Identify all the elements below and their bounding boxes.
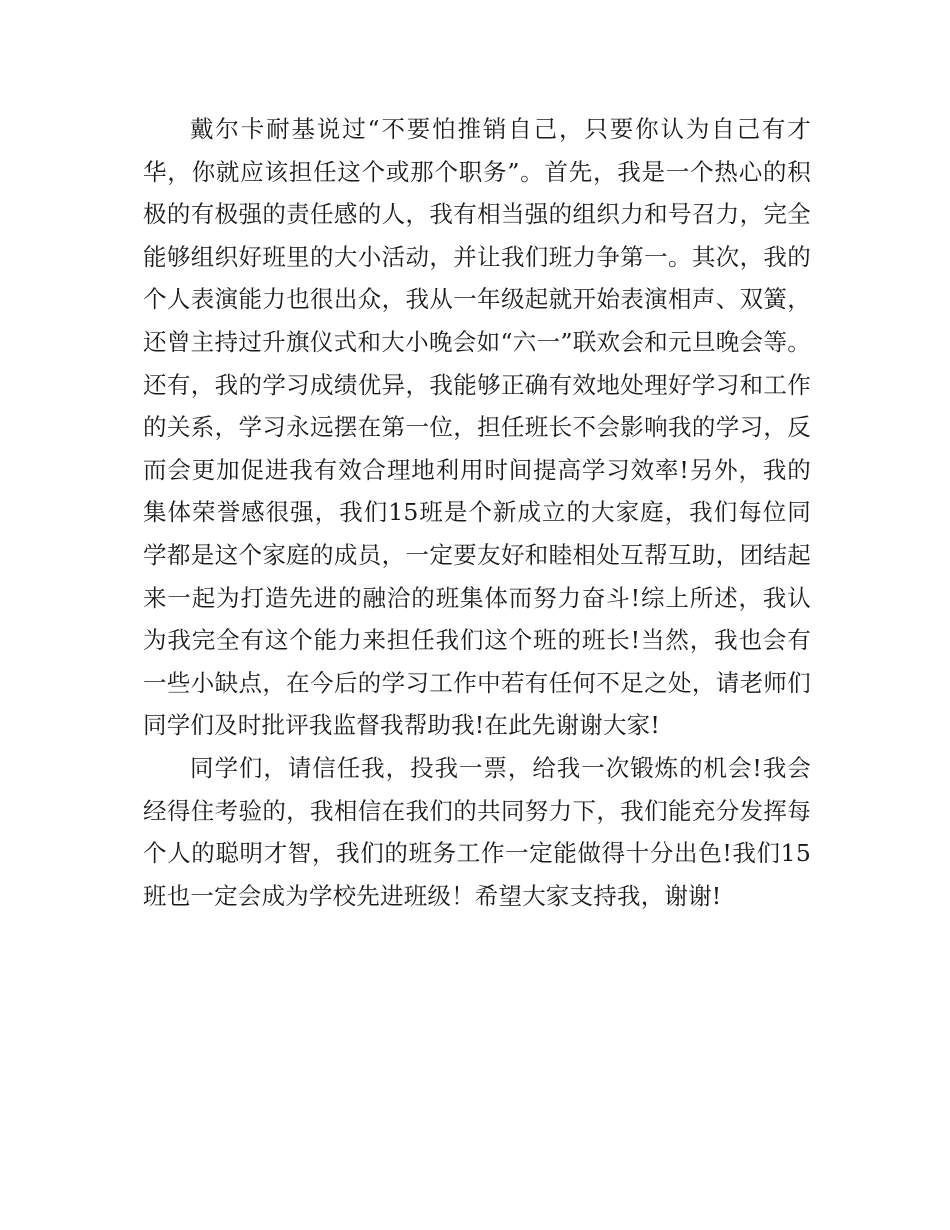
document-page bbox=[143, 108, 811, 917]
body-paragraph: 戴尔卡耐基说过“不要怕推销自己，只要你认为自己有才华，你就应该担任这个或那个职务”。首先，我是一个热心的积极的有极强的责任感的人，我有相当强的组织力和号召力，完全能够组织好班里的大小活动，并让我们班力争第一。其次，我的个人表演能力也很出众，我从一年级起就开始表演相声、双簧，还曾主持过升旗仪式和大小晚会如“六一”联欢会和元旦晚会等。还有，我的学习成绩优异，我能够正确有效地处理好学习和工作的关系，学习永远摆在第一位，担任班长不会影响我的学习，反而会更加促进我有效合理地利用时间提高学习效率!另外，我的集体荣誉感很强，我们15班是个新成立的大家庭，我们每位同学都是这个家庭的成员，一定要友好和睦相处互帮互助，团结起来一起为打造先进的融洽的班集体而努力奋斗!综上所述，我认为我完全有这个能力来担任我们这个班的班长!当然，我也会有一些小缺点，在今后的学习工作中若有任何不足之处，请老师们同学们及时批评我监督我帮助我!在此先谢谢大家! bbox=[143, 115, 811, 740]
body-paragraph: 同学们，请信任我，投我一票，给我一次锻炼的机会!我会经得住考验的，我相信在我们的共同努力下，我们能充分发挥每个人的聪明才智，我们的班务工作一定能做得十分出色!我们15班也一定会成为学校先进班级！希望大家支持我，谢谢! bbox=[143, 753, 811, 910]
